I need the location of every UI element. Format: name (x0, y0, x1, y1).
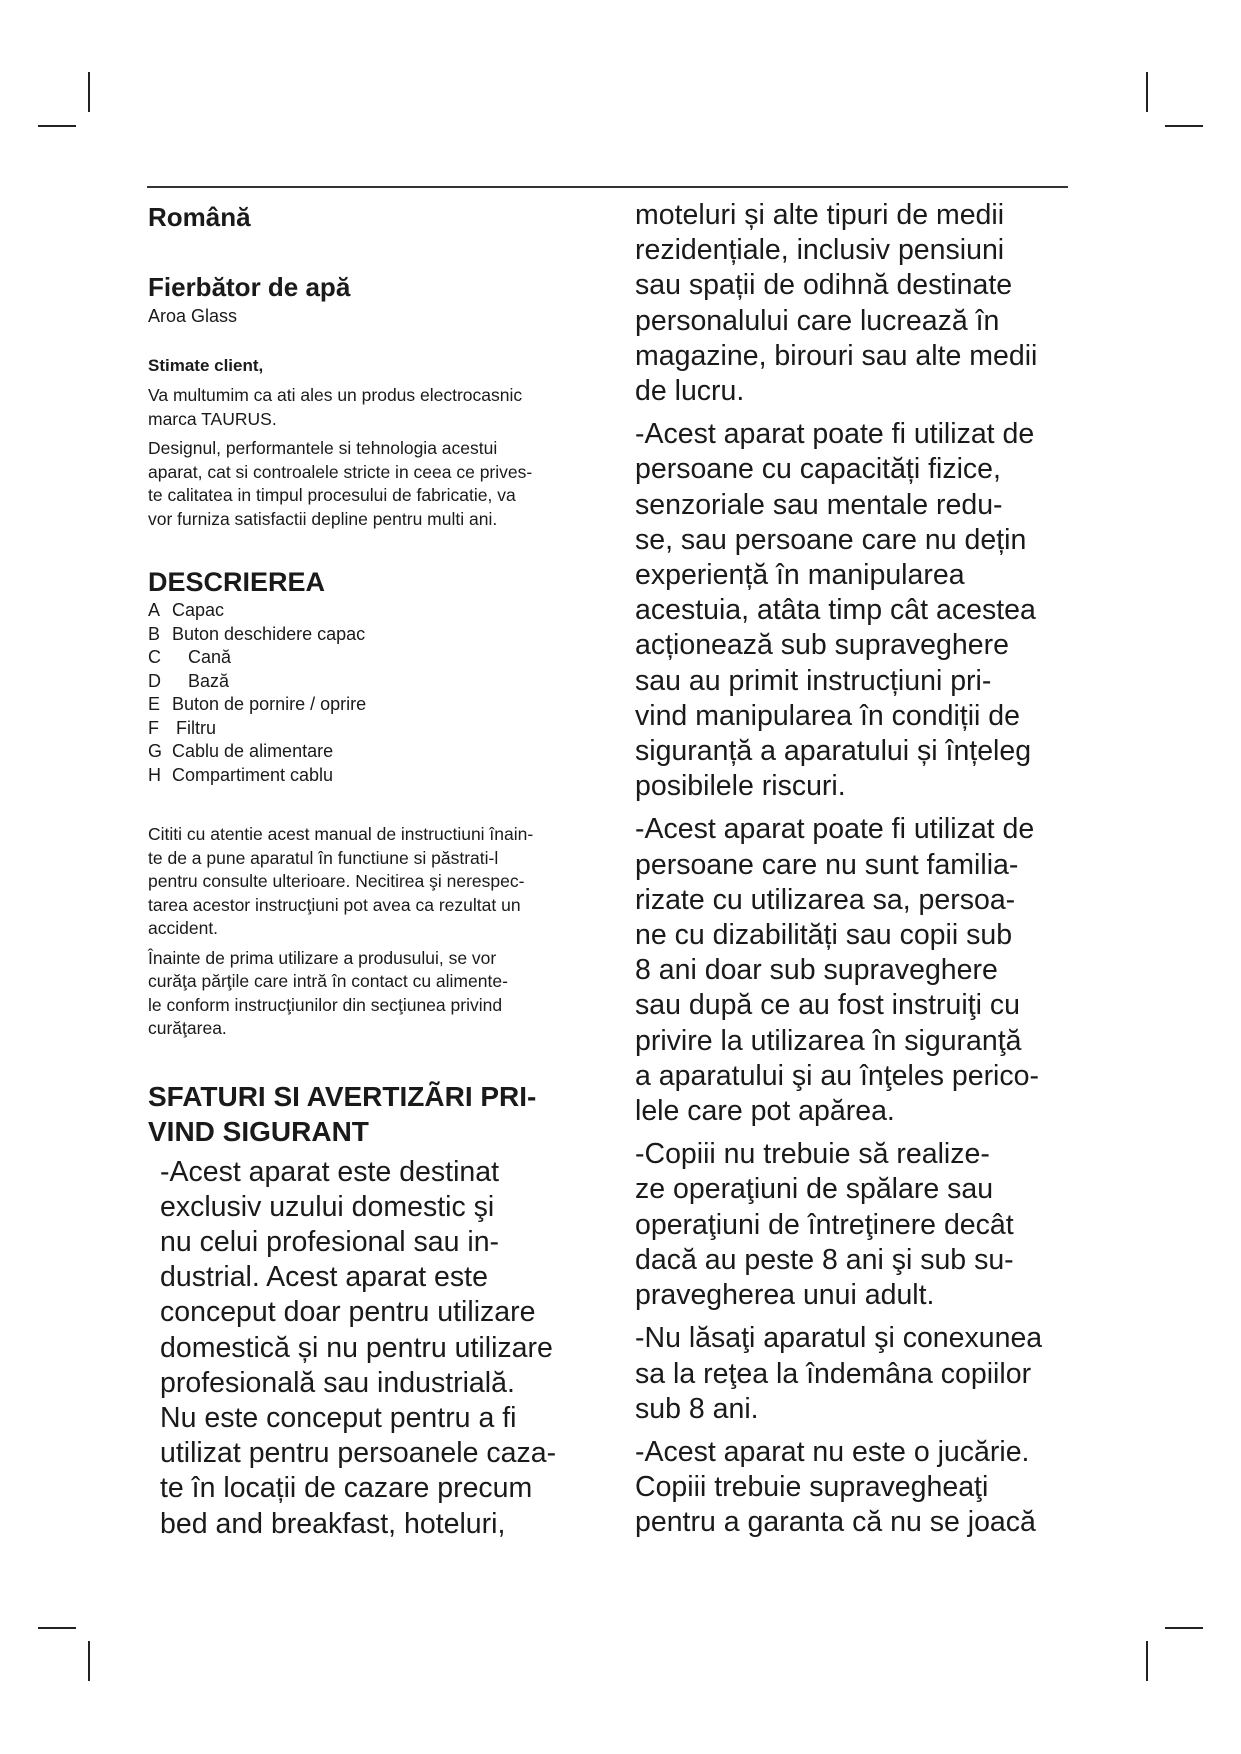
crop-mark-top-right-vertical (1146, 72, 1148, 112)
text-line: Înainte de prima utilizare a produsului, se vor (148, 947, 497, 968)
text-line: bed and breakfast, hoteluri, (160, 1507, 506, 1540)
text-line: pentru a garanta că nu se joacă (635, 1506, 1036, 1539)
text-line: te de a pune aparatul în functiune si păstrati-l (148, 847, 499, 868)
text-line: sau spații de odihnă destinate (635, 269, 1013, 302)
part-label: Buton deschidere capac (172, 623, 366, 644)
text-line: a aparatului şi au înţeles perico- (635, 1059, 1039, 1092)
product-title: Fierbător de apă (148, 272, 351, 302)
list-item (148, 623, 598, 647)
part-letter: C (148, 647, 161, 667)
text-line: persoane care nu sunt familia- (635, 848, 1019, 881)
warning-paragraph (635, 812, 1095, 1129)
part-letter: E (148, 694, 161, 714)
warning-paragraph (148, 1155, 598, 1542)
part-letter: H (148, 764, 161, 785)
text-line: curăţarea. (148, 1018, 227, 1038)
crop-mark-bottom-left-horizontal (38, 1627, 76, 1629)
warning-paragraph (635, 417, 1095, 804)
text-line: de lucru. (635, 375, 745, 408)
text-line: privire la utilizarea în siguranţă (635, 1024, 1022, 1057)
part-letter: D (148, 670, 161, 691)
list-item (148, 670, 598, 694)
header-rule (147, 186, 1068, 188)
text-line: utilizat pentru persoanele caza- (160, 1437, 557, 1470)
intro-paragraph (148, 384, 598, 431)
manual-paragraph (148, 823, 598, 941)
text-line: pravegherea unui adult. (635, 1279, 935, 1312)
product-model: Aroa Glass (148, 306, 238, 326)
crop-mark-top-left-vertical (88, 72, 90, 112)
text-line: operaţiuni de întreţinere decât (635, 1208, 1014, 1241)
part-label: Compartiment cablu (172, 764, 334, 785)
parts-list (148, 599, 598, 787)
text-line: accident. (148, 918, 219, 938)
left-column (148, 200, 598, 1542)
text-line: te în locații de cazare precum (160, 1472, 533, 1505)
text-line: -Acest aparat poate fi utilizat de (635, 418, 1035, 451)
text-line: -Nu lăsaţi aparatul şi conexunea (635, 1322, 1043, 1355)
warning-paragraph (635, 1321, 1095, 1427)
text-line: nu celui profesional sau in- (160, 1225, 500, 1258)
text-line: persoane cu capacități fizice, (635, 453, 1001, 486)
part-label: Bază (188, 670, 230, 691)
heading-line: VIND SIGURANT (148, 1115, 369, 1147)
part-label: Cană (188, 647, 232, 667)
crop-mark-top-left-horizontal (38, 125, 76, 127)
text-line: -Acest aparat nu este o jucărie. (635, 1435, 1030, 1468)
text-line: acționează sub supraveghere (635, 629, 1009, 662)
part-letter: G (148, 741, 163, 761)
warnings-heading (148, 1079, 598, 1149)
crop-mark-bottom-right-horizontal (1165, 1627, 1203, 1629)
text-line: acestuia, atâta timp cât acestea (635, 594, 1036, 627)
text-line: lele care pot apărea. (635, 1095, 895, 1128)
text-line: Va multumim ca ati ales un produs electrocasnic (148, 385, 523, 405)
intro-paragraph (148, 437, 598, 531)
text-line: sub 8 ani. (635, 1392, 759, 1425)
list-item (148, 646, 598, 670)
text-line: dustrial. Acest aparat este (160, 1261, 488, 1294)
part-letter: F (148, 717, 159, 738)
text-line: conceput doar pentru utilizare (160, 1296, 536, 1329)
description-heading: DESCRIEREA (148, 567, 326, 597)
part-label: Cablu de alimentare (172, 741, 334, 761)
text-line: sau au primit instrucțiuni pri- (635, 664, 992, 697)
text-line: sa la reţea la îndemâna copiilor (635, 1357, 1032, 1390)
text-line: sau după ce au fost instruiţi cu (635, 989, 1020, 1022)
warning-paragraph (635, 198, 1095, 409)
text-line: -Copiii nu trebuie să realize- (635, 1138, 990, 1171)
text-line: aparat, cat si controalele stricte in ceea ce prives- (148, 461, 533, 482)
text-line: dacă au peste 8 ani şi sub su- (635, 1243, 1014, 1276)
text-line: -Acest aparat este destinat (160, 1155, 500, 1188)
text-line: vor furniza satisfactii depline pentru multi ani. (148, 508, 498, 529)
text-line: vind manipularea în condiții de (635, 699, 1020, 732)
crop-mark-top-right-horizontal (1165, 125, 1203, 127)
text-line: se, sau persoane care nu dețin (635, 523, 1027, 556)
text-line: le conform instrucţiunilor din secţiunea privind (148, 994, 503, 1015)
text-line: profesională sau industrială. (160, 1366, 515, 1399)
list-item (148, 599, 598, 623)
text-line: magazine, birouri sau alte medii (635, 339, 1038, 372)
text-line: Designul, performantele si tehnologia acestui (148, 438, 498, 458)
text-line: Nu este conceput pentru a fi (160, 1401, 517, 1434)
text-line: rezidențiale, inclusiv pensiuni (635, 234, 1005, 267)
crop-mark-bottom-right-vertical (1146, 1641, 1148, 1681)
greeting: Stimate client, (148, 356, 264, 375)
text-line: curăţa părţile care intră în contact cu alimente- (148, 971, 508, 991)
list-item (148, 740, 598, 764)
text-line: exclusiv uzului domestic şi (160, 1190, 495, 1223)
text-line: ne cu dizabilități sau copii sub (635, 919, 1013, 952)
list-item (148, 764, 598, 788)
text-line: Cititi cu atentie acest manual de instructiuni înain- (148, 824, 534, 844)
language-heading: Română (148, 202, 251, 232)
list-item (148, 717, 598, 741)
text-line: rizate cu utilizarea sa, persoa- (635, 883, 1016, 916)
text-line: ze operaţiuni de spălare sau (635, 1173, 994, 1206)
text-line: tarea acestor instrucţiuni pot avea ca rezultat un (148, 894, 521, 915)
part-label: Capac (172, 600, 225, 620)
warning-paragraph (635, 1137, 1095, 1313)
manual-paragraph (148, 947, 598, 1041)
text-line: moteluri și alte tipuri de medii (635, 199, 1005, 231)
heading-line: SFATURI SI AVERTIZÃRI PRI- (148, 1080, 537, 1112)
part-label: Filtru (176, 717, 216, 738)
text-line: domestică și nu pentru utilizare (160, 1331, 553, 1364)
text-line: marca TAURUS. (148, 408, 277, 429)
part-letter: B (148, 623, 161, 644)
text-line: experiență în manipularea (635, 559, 965, 592)
text-line: Copiii trebuie supravegheaţi (635, 1471, 989, 1504)
part-letter: A (148, 600, 161, 620)
list-item (148, 693, 598, 717)
text-line: 8 ani doar sub supraveghere (635, 954, 998, 987)
text-line: siguranță a aparatului și înțeleg (635, 735, 1032, 768)
right-column (635, 198, 1095, 1541)
text-line: pentru consulte ulterioare. Necitirea şi nerespec- (148, 871, 525, 891)
text-line: senzoriale sau mentale redu- (635, 488, 1003, 521)
text-line: -Acest aparat poate fi utilizat de (635, 813, 1035, 846)
part-label: Buton de pornire / oprire (172, 694, 367, 714)
text-line: personalului care lucrează în (635, 304, 1000, 337)
crop-mark-bottom-left-vertical (88, 1641, 90, 1681)
text-line: te calitatea in timpul procesului de fabricatie, va (148, 485, 516, 505)
text-line: posibilele riscuri. (635, 770, 846, 803)
warning-paragraph (635, 1435, 1095, 1541)
